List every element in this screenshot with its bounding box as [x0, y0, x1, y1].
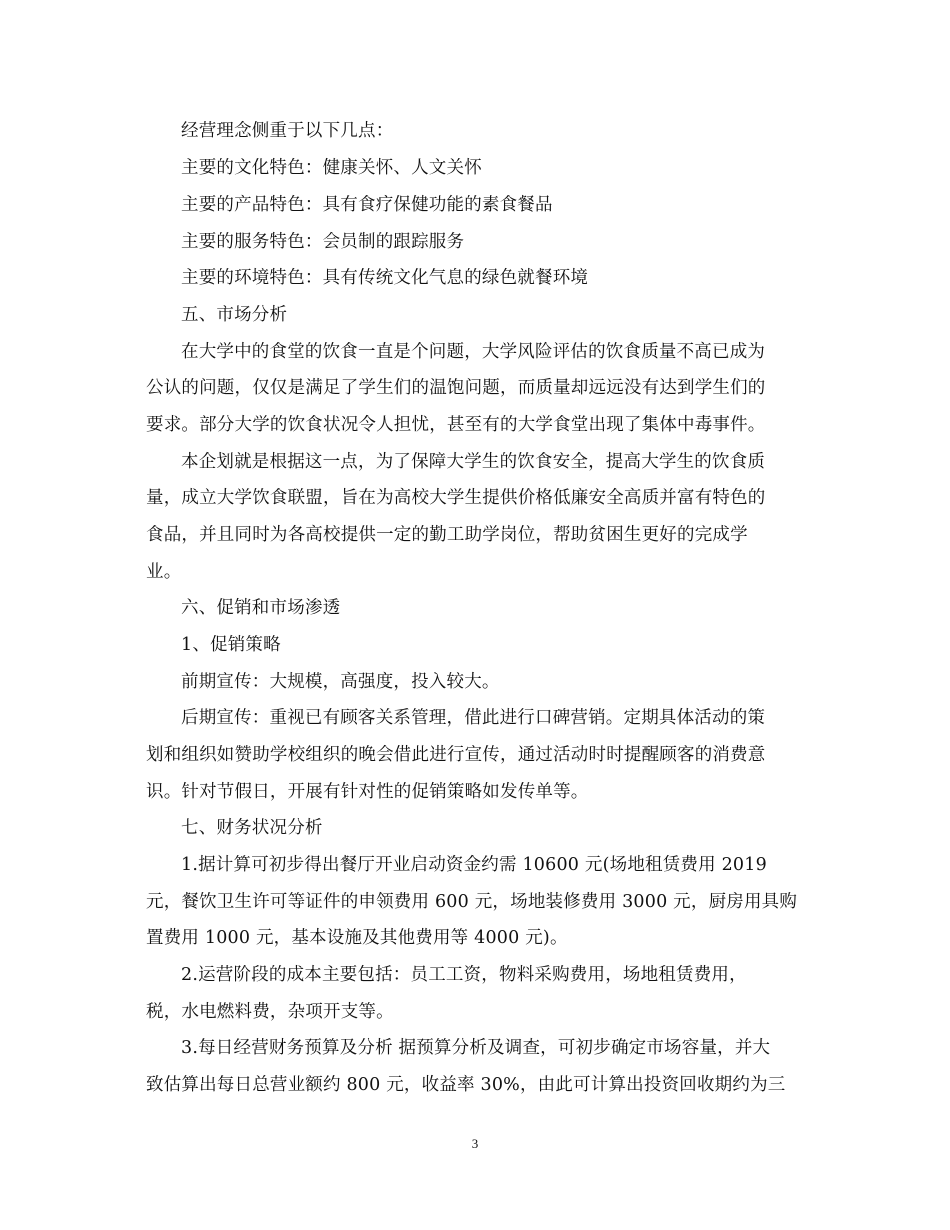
text-line: 元，餐饮卫生许可等证件的申领费用 600 元，场地装修费用 3000 元，厨房用具购	[146, 892, 798, 912]
text-line: 公认的问题，仅仅是满足了学生们的温饱问题，而质量却远远没有达到学生们的	[146, 378, 766, 398]
text-line: 致估算出每日总营业额约 800 元，收益率 30%，由此可计算出投资回收期约为三	[146, 1075, 786, 1095]
section-heading: 七、财务状况分析	[181, 818, 323, 838]
text-line: 主要的产品特色：具有食疗保健功能的素食餐品	[181, 195, 553, 215]
text-line: 识。针对节假日，开展有针对性的促销策略如发传单等。	[146, 782, 589, 802]
subsection-heading: 1、促销策略	[181, 635, 281, 655]
text-line: 置费用 1000 元，基本设施及其他费用等 4000 元)。	[146, 928, 568, 948]
text-line: 食品，并且同时为各高校提供一定的勤工助学岗位，帮助贫困生更好的完成学	[146, 525, 748, 545]
text-line: 量，成立大学饮食联盟，旨在为高校大学生提供价格低廉安全高质并富有特色的	[146, 488, 766, 508]
text-line: 主要的环境特色：具有传统文化气息的绿色就餐环境	[181, 268, 589, 288]
text-line: 前期宣传：大规模，高强度，投入较大。	[181, 672, 500, 692]
section-heading: 六、促销和市场渗透	[181, 598, 341, 618]
page-number: 3	[471, 1136, 479, 1151]
text-line: 2.运营阶段的成本主要包括：员工工资，物料采购费用，场地租赁费用，	[181, 965, 747, 985]
text-line: 在大学中的食堂的饮食一直是个问题，大学风险评估的饮食质量不高已成为	[181, 342, 766, 362]
text-line: 主要的服务特色：会员制的跟踪服务	[181, 232, 465, 252]
text-line: 本企划就是根据这一点，为了保障大学生的饮食安全，提高大学生的饮食质	[181, 452, 766, 472]
text-line: 1.据计算可初步得出餐厅开业启动资金约需 10600 元(场地租赁费用 2019	[181, 855, 767, 875]
text-line: 后期宣传：重视已有顾客关系管理，借此进行口碑营销。定期具体活动的策	[181, 708, 766, 728]
text-line: 经营理念侧重于以下几点：	[181, 121, 394, 141]
text-line: 税，水电燃料费，杂项开支等。	[146, 1002, 394, 1022]
text-line: 划和组织如赞助学校组织的晚会借此进行宣传，通过活动时时提醒顾客的消费意	[146, 745, 766, 765]
text-line: 要求。部分大学的饮食状况令人担忧，甚至有的大学食堂出现了集体中毒事件。	[146, 415, 766, 435]
text-line: 业。	[146, 562, 182, 582]
section-heading: 五、市场分析	[181, 305, 288, 325]
text-line: 主要的文化特色：健康关怀、人文关怀	[181, 158, 482, 178]
text-line: 3.每日经营财务预算及分析 据预算分析及调查，可初步确定市场容量，并大	[181, 1038, 771, 1058]
